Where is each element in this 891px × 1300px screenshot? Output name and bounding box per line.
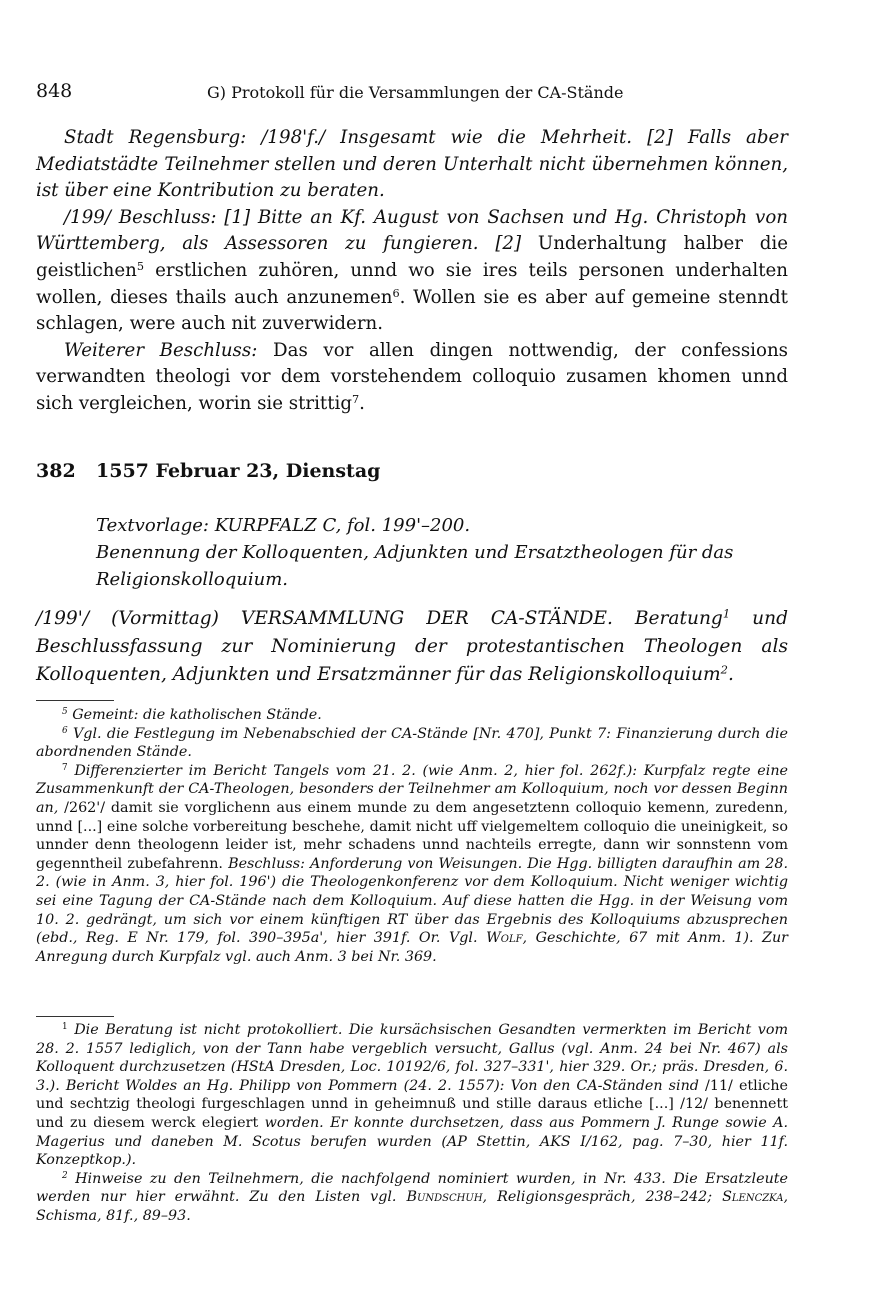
footnote-5: $^5$ Gemeint: die katholischen Stände. xyxy=(62,707,322,723)
textvorlage: Textvorlage: KURPFALZ C, fol. 199'–200. xyxy=(96,515,471,536)
protocol-text-top xyxy=(36,125,788,418)
document-subject: Benennung der Kolloquenten, Adjunkten und Ersatztheologen für das Religionskolloquium. xyxy=(96,542,734,590)
document-date: 1557 Februar 23, Dienstag xyxy=(96,460,381,482)
footnote-ref-5: 5 xyxy=(136,259,145,273)
footnote-ref-1: 1 xyxy=(722,606,731,621)
paragraph-weiterer-beschluss: Weiterer Beschluss: Das vor allen dingen nottwendig, der confessions verwandten theologi vor dem vorstehendem colloquio zusamen khomen unnd sich vergleichen, worin sie strittig$^7$. xyxy=(36,339,788,414)
document-number: 382 xyxy=(36,460,76,482)
document-summary: /199'/ (Vormittag) VERSAMMLUNG DER CA-STÄNDE. Beratung$^1$ und Beschlussfassung zur Nominierung der protestantischen Theologen als Kolloquenten, Adjunkten und Ersatzmänner für das Religionskolloquium$^2$. xyxy=(36,606,789,685)
footnote-rule xyxy=(36,700,114,701)
footnotes-document xyxy=(36,1021,788,1226)
running-title: G) Protokoll für die Versammlungen der CA-Stände xyxy=(207,83,624,102)
footnotes-numbered xyxy=(36,706,788,966)
running-header xyxy=(36,80,788,108)
document-heading xyxy=(36,460,788,482)
footnote-7: $^7$ Differenzierter im Bericht Tangels vom 21. 2. (wie Anm. 2, hier fol. 262f.): Kurpfalz regte eine Zusammenkunft der CA-Theologen, besonders der Teilnehmer am Kolloquium, noch vor dessen Beginn an, /262'/ damit sie vorglichenn aus einem munde zu dem angesetztenn colloquio kemenn, zuredenn, unnd [...] eine solche vorbereitung beschehe, damit nicht uff vielgemeltem colloquio die uneinigkeit, so unnder denn theologenn leider ist, mehr schadens unnd nachteils erregte, dann wir sonnstenn vom gegenntheil zubefahrenn. Beschluss: Anforderung von Weisungen. Die Hgg. billigten daraufhin am 28. 2. (wie in Anm. 3, hier fol. 196') die Theologenkonferenz vor dem Kolloquium. Nicht weniger wichtig sei eine Tagung der CA-Stände nach dem Kolloquium. Auf diese hatten die Hgg. in der Weisung vom 10. 2. gedrängt, um sich vor einem künftigen RT über das Ergebnis des Kolloquiums abzusprechen (ebd., Reg. E Nr. 179, fol. 390–395a', hier 391f. Or. Vgl. Wolf, Geschichte, 67 mit Anm. 1). Zur Anregung durch Kurpfalz vgl. auch Anm. 3 bei Nr. 369. xyxy=(36,762,789,965)
paragraph-regensburg: Stadt Regensburg: /198'f./ Insgesamt wie die Mehrheit. [2] Falls aber Mediatstädte Teilnehmer stellen und deren Unterhalt nicht übernehmen können, ist über eine Kontribution zu beraten. xyxy=(36,127,788,202)
paragraph-beschluss: /199/ Beschluss: [1] Bitte an Kf. August von Sachsen und Hg. Christoph von Württemberg, als Assessoren zu fungieren. [2] Underhaltung halber die geistlichen$^5$ erstlichen zuhören, unnd wo sie ires teils personen underhalten wollen, dieses thails auch anzunemen$^6$. Wollen sie es aber auf gemeine stenndt schlagen, were auch nit zuverwidern. xyxy=(36,206,788,335)
footnote-6: $^6$ Vgl. die Festlegung im Nebenabschied der CA-Stände [Nr. 470], Punkt 7: Finanzierung durch die abordnenden Stände. xyxy=(36,725,788,761)
footnote-ref-2: 2 xyxy=(720,662,728,677)
footnote-ref-7: 7 xyxy=(352,392,360,406)
footnote-rule-2 xyxy=(36,1016,114,1017)
footnote-1: $^1$ Die Beratung ist nicht protokolliert. Die kursächsischen Gesandten vermerkten im Bericht vom 28. 2. 1557 lediglich, von der Tann habe vergeblich versucht, Gallus (vgl. Anm. 24 bei Nr. 467) als Kolloquent durchzusetzen (HStA Dresden, Loc. 10192/6, fol. 327–331', hier 329. Or.; präs. Dresden, 6. 3.). Bericht Woldes an Hg. Philipp von Pommern (24. 2. 1557): Von den CA-Ständen sind /11/ etliche und sechtzig theologi furgeschlagen unnd in geheimnuß und stille daraus etliche [...] /12/ benennett und zu diesem werck elegiert worden. Er konnte durchsetzen, dass aus Pommern J. Runge sowie A. Magerius und daneben M. Scotus berufen wurden (AP Stettin, AKS I/162, pag. 7–30, hier 11f. Konzeptkop.). xyxy=(36,1022,789,1169)
footnote-2: $^2$ Hinweise zu den Teilnehmern, die nachfolgend nominiert wurden, in Nr. 433. Die Ersatzleute werden nur hier erwähnt. Zu den Listen vgl. Bundschuh, Religionsgespräch, 238–242; Slenczka, Schisma, 81f., 89–93. xyxy=(36,1170,789,1224)
footnote-ref-6: 6 xyxy=(392,286,400,300)
page-number: 848 xyxy=(36,80,73,102)
